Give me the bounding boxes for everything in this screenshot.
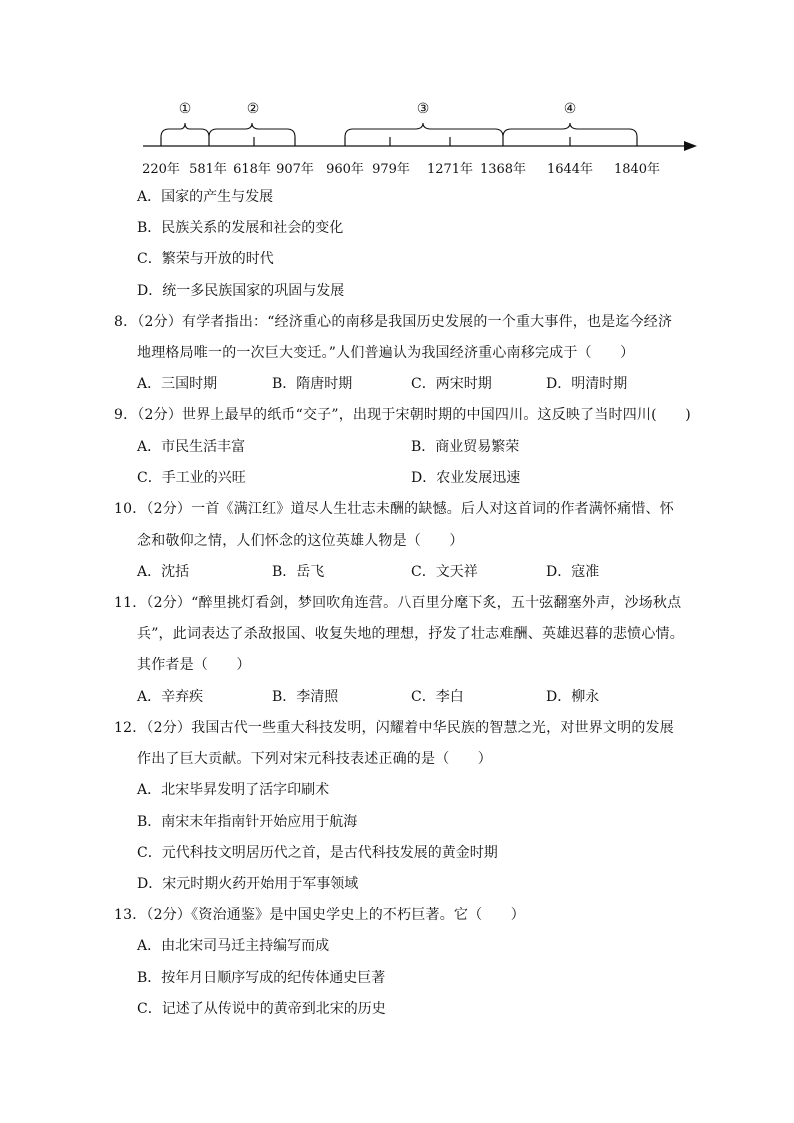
brace-2 — [209, 123, 295, 137]
tick-label: 907年 — [276, 162, 314, 177]
q11-option-c[interactable]: C．李白 — [411, 689, 464, 705]
tick-label: 960年 — [326, 162, 364, 177]
tick-label: 1644年 — [546, 162, 594, 177]
q10-stem-line-1: 10．（2分）一首《满江红》道尽人生壮志未酬的缺憾。后人对这首词的作者满怀痛惜、怀 — [114, 501, 674, 517]
q8-stem-line-2: 地理格局唯一的一次巨大变迁。”人们普遍认为我国经济重心南移完成于（ ） — [137, 345, 635, 361]
q9-stem-line-1: 9．（2分）世界上最早的纸币“交子”，出现于宋朝时期的中国四川。这反映了当时四川( ) — [114, 407, 691, 423]
q12-option-d[interactable]: D．宋元时期火药开始用于军事领域 — [137, 876, 359, 892]
q11-option-d[interactable]: D．柳永 — [546, 689, 600, 705]
timeline-svg — [0, 0, 794, 180]
q9-option-d[interactable]: D．农业发展迅速 — [411, 470, 521, 486]
q13-option-c[interactable]: C．记述了从传说中的黄帝到北宋的历史 — [137, 1001, 386, 1017]
q9-option-a[interactable]: A．市民生活丰富 — [137, 439, 246, 455]
brace-label-1: ① — [178, 101, 192, 117]
brace-label-4: ④ — [563, 101, 577, 117]
q12-option-c[interactable]: C．元代科技文明居历代之首，是古代科技发展的黄金时期 — [137, 845, 498, 861]
q7-option-b[interactable]: B．民族关系的发展和社会的变化 — [137, 220, 344, 236]
brace-1 — [161, 123, 209, 137]
q11-stem-line-3: 其作者是（ ） — [137, 657, 251, 673]
q12-option-a[interactable]: A．北宋毕昇发明了活字印刷术 — [137, 782, 330, 798]
q8-option-b[interactable]: B．隋唐时期 — [272, 376, 353, 392]
q11-option-b[interactable]: B．李清照 — [272, 689, 339, 705]
q12-stem-line-1: 12．（2分）我国古代一些重大科技发明，闪耀着中华民族的智慧之光，对世界文明的发展 — [114, 720, 674, 736]
q8-option-a[interactable]: A．三国时期 — [137, 376, 218, 392]
tick-label: 581年 — [189, 162, 227, 177]
q13-stem-line-1: 13．（2分）《资治通鉴》是中国史学史上的不朽巨著。它（ ） — [114, 907, 525, 923]
q13-option-a[interactable]: A．由北宋司马迁主持编写而成 — [137, 938, 330, 954]
tick-label: 1368年 — [479, 162, 527, 177]
q11-stem-line-2: 兵”，此词表达了杀敌报国、收复失地的理想，抒发了壮志难酬、英雄迟暮的悲愤心情。 — [137, 626, 684, 642]
tick-label: 1840年 — [613, 162, 661, 177]
brace-3 — [345, 123, 503, 137]
q7-option-c[interactable]: C．繁荣与开放的时代 — [137, 251, 274, 267]
tick-label: 618年 — [233, 162, 271, 177]
q10-option-c[interactable]: C．文天祥 — [411, 564, 478, 580]
q8-stem-line-1: 8．（2分）有学者指出：“经济重心的南移是我国历史发展的一个重大事件，也是迄今经济 — [114, 314, 673, 330]
q10-option-b[interactable]: B．岳飞 — [272, 564, 325, 580]
q13-option-b[interactable]: B．按年月日顺序写成的纪传体通史巨著 — [137, 970, 386, 986]
q7-option-a[interactable]: A．国家的产生与发展 — [137, 189, 274, 205]
q10-option-d[interactable]: D．寇准 — [546, 564, 600, 580]
tick-label: 979年 — [372, 162, 410, 177]
timeline-ticks — [161, 137, 637, 146]
q12-option-b[interactable]: B．南宋末年指南针开始应用于航海 — [137, 814, 358, 830]
brace-label-2: ② — [246, 101, 260, 117]
brace-label-3: ③ — [416, 101, 430, 117]
q11-stem-line-1: 11．（2分）“醉里挑灯看剑，梦回吹角连营。八百里分麾下炙，五十弦翻塞外声，沙场秋点 — [114, 595, 682, 611]
timeline-figure — [0, 0, 794, 180]
brace-4 — [503, 123, 637, 137]
q9-option-b[interactable]: B．商业贸易繁荣 — [411, 439, 520, 455]
q11-option-a[interactable]: A．辛弃疾 — [137, 689, 204, 705]
q7-option-d[interactable]: D．统一多民族国家的巩固与发展 — [137, 283, 345, 299]
tick-label: 220年 — [142, 162, 180, 177]
q9-option-c[interactable]: C．手工业的兴旺 — [137, 470, 246, 486]
q12-stem-line-2: 作出了巨大贡献。下列对宋元科技表述正确的是（ ） — [137, 751, 492, 767]
q10-option-a[interactable]: A．沈括 — [137, 564, 190, 580]
q10-stem-line-2: 念和敬仰之情，人们怀念的这位英雄人物是（ ） — [137, 533, 464, 549]
timeline-arrow — [684, 141, 697, 151]
q8-option-d[interactable]: D．明清时期 — [546, 376, 628, 392]
q8-option-c[interactable]: C．两宋时期 — [411, 376, 492, 392]
tick-label: 1271年 — [426, 162, 474, 177]
